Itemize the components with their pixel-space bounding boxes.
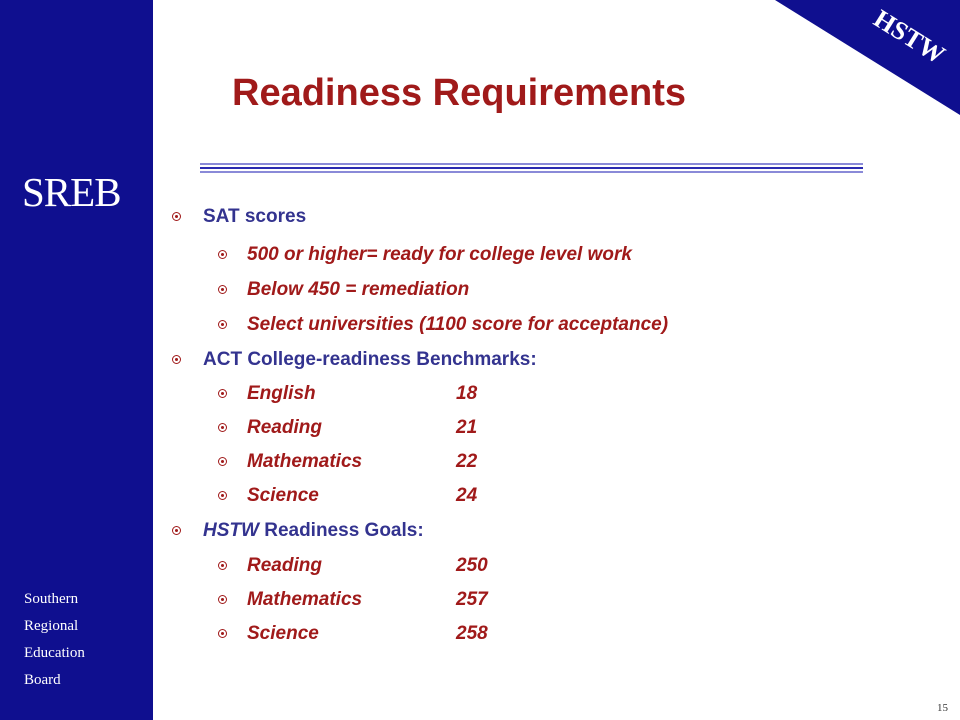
act-item: [218, 486, 477, 505]
act-subject: Reading: [247, 417, 322, 438]
act-heading-text: ACT College-readiness Benchmarks:: [203, 349, 537, 370]
org-line-2: Regional: [24, 618, 79, 634]
bullet-icon: [218, 491, 227, 500]
sidebar: [0, 0, 153, 720]
hstw-score: 250: [456, 555, 488, 576]
hstw-heading-emph: HSTW: [203, 520, 259, 541]
bullet-icon: [218, 389, 227, 398]
bullet-icon: [218, 423, 227, 432]
bullet-icon: [218, 285, 227, 294]
sat-heading: [172, 207, 306, 226]
bullet-icon: [218, 595, 227, 604]
act-subject: English: [247, 383, 316, 404]
organization-name: [24, 586, 85, 694]
sat-item-text: Below 450 = remediation: [247, 279, 470, 300]
act-subject: Mathematics: [247, 451, 363, 472]
hstw-heading: [172, 521, 424, 540]
hstw-subject: Reading: [247, 555, 322, 576]
act-item: [218, 452, 477, 471]
hstw-heading-text: Readiness Goals:: [258, 520, 424, 541]
hstw-score: 258: [456, 623, 488, 644]
slide-title: Readiness Requirements: [232, 72, 687, 114]
hstw-subject: Mathematics: [247, 589, 363, 610]
hstw-item: [218, 624, 488, 643]
act-item: [218, 418, 477, 437]
bullet-icon: [218, 250, 227, 259]
bullet-icon: [172, 212, 181, 221]
org-line-1: Southern: [24, 591, 79, 607]
page-number: 15: [937, 702, 948, 714]
act-heading: [172, 350, 537, 369]
bullet-icon: [172, 355, 181, 364]
org-line-3: Education: [24, 645, 85, 661]
bullet-icon: [218, 561, 227, 570]
bullet-icon: [218, 457, 227, 466]
hstw-corner-banner: [760, 0, 960, 115]
sat-item-text: 500 or higher= ready for college level work: [247, 244, 632, 265]
sat-item: [218, 280, 469, 299]
act-item: [218, 384, 477, 403]
corner-badge-text: HSTW: [868, 3, 951, 70]
hstw-subject: Science: [247, 623, 319, 644]
bullet-icon: [218, 629, 227, 638]
act-score: 18: [456, 383, 478, 404]
bullet-icon: [172, 526, 181, 535]
sat-item: [218, 315, 668, 334]
hstw-item: [218, 556, 488, 575]
act-subject: Science: [247, 485, 319, 506]
hstw-score: 257: [456, 589, 488, 610]
bullet-icon: [218, 320, 227, 329]
act-score: 24: [456, 485, 478, 506]
sreb-logo: SREB: [22, 169, 121, 215]
sat-heading-text: SAT scores: [203, 206, 307, 227]
act-score: 21: [456, 417, 478, 438]
sat-item-text: Select universities (1100 score for acceptance): [247, 314, 669, 335]
act-score: 22: [456, 451, 478, 472]
sat-item: [218, 245, 632, 264]
title-divider: [200, 163, 863, 175]
org-line-4: Board: [24, 672, 61, 688]
hstw-item: [218, 590, 488, 609]
